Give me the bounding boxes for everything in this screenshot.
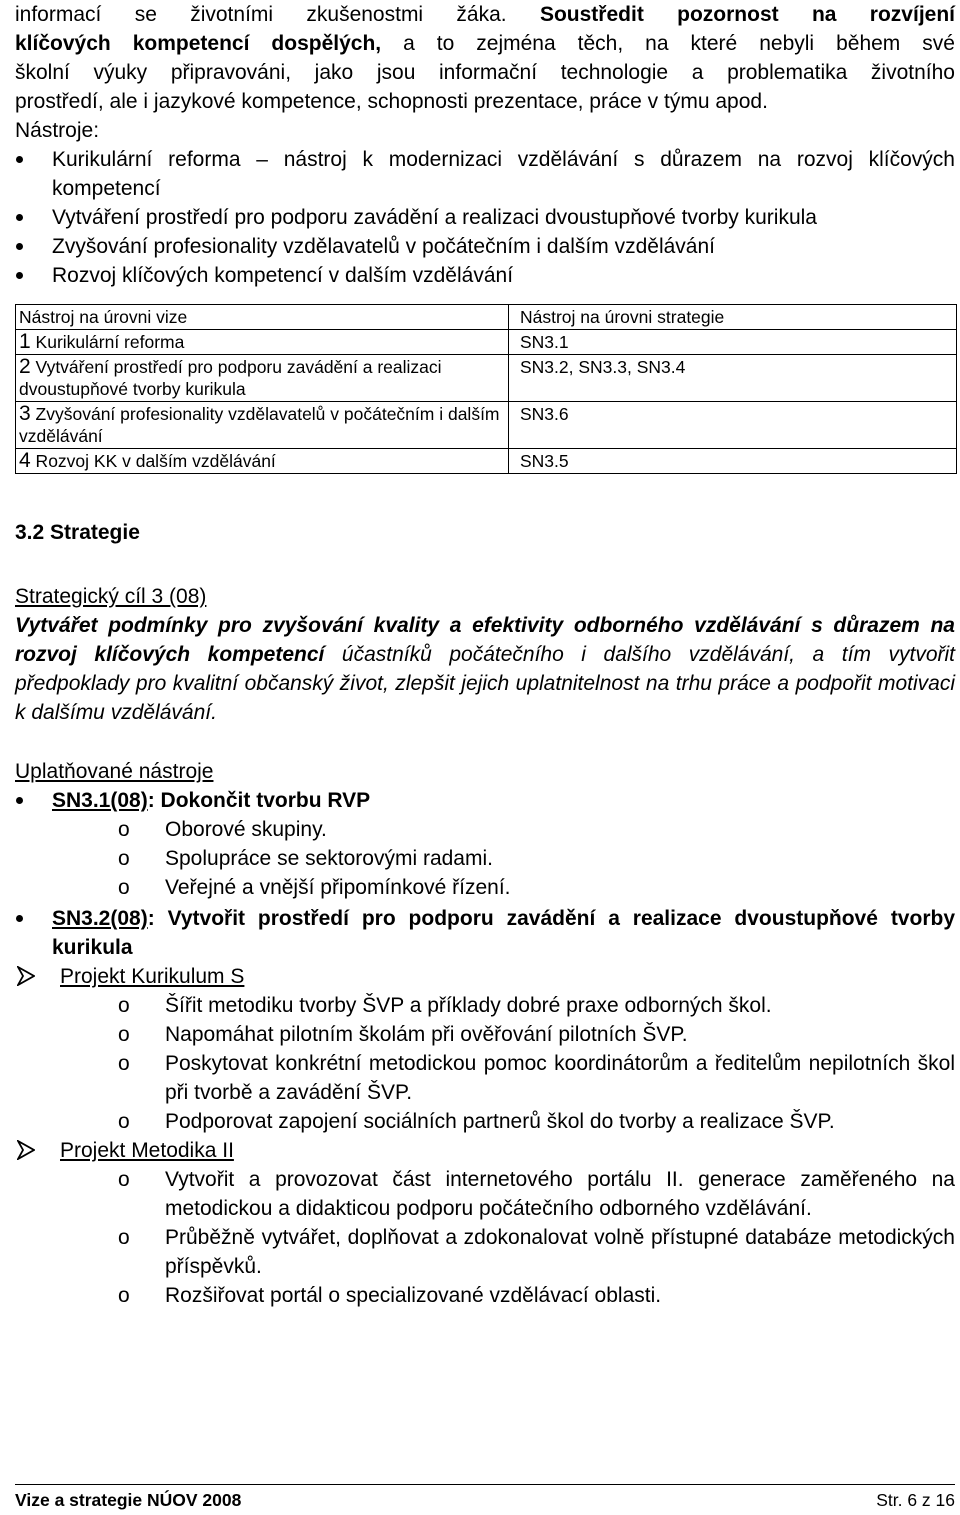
list-item bbox=[15, 1223, 955, 1281]
applied-tools-label: Uplatňované nástroje bbox=[15, 760, 214, 783]
intro-paragraph bbox=[15, 0, 955, 116]
list-item bbox=[15, 145, 955, 203]
project-kurikulum-items bbox=[15, 991, 955, 1136]
circle-marker: o bbox=[118, 1110, 130, 1133]
table-row bbox=[16, 355, 957, 402]
project-name: Projekt Metodika II bbox=[60, 1139, 234, 1162]
table-cell bbox=[16, 449, 509, 474]
table-cell: SN3.6 bbox=[509, 402, 957, 449]
list-item-text: Napomáhat pilotním školám při ověřování pilotních ŠVP. bbox=[165, 1023, 688, 1046]
arrow-bullet-icon bbox=[17, 1140, 35, 1160]
project-metodika bbox=[15, 1136, 955, 1165]
tools-table bbox=[15, 304, 957, 474]
sn-code: SN3.2(08) bbox=[52, 907, 148, 930]
page-footer bbox=[15, 1484, 955, 1511]
list-item bbox=[15, 815, 955, 844]
tools-heading: Nástroje: bbox=[15, 119, 100, 142]
tools-list bbox=[15, 145, 955, 290]
list-item bbox=[15, 261, 955, 290]
list-item-text: Oborové skupiny. bbox=[165, 818, 327, 841]
list-item bbox=[15, 1107, 955, 1136]
intro-bold-text: klíčových kompetencí dospělých, bbox=[15, 32, 382, 55]
goal-text bbox=[15, 611, 955, 727]
table-cell: SN3.2, SN3.3, SN3.4 bbox=[509, 355, 957, 402]
table-row bbox=[16, 449, 957, 474]
circle-marker: o bbox=[118, 847, 130, 870]
cell-text: Kurikulární reforma bbox=[30, 332, 185, 352]
table-cell bbox=[16, 355, 509, 402]
table-row bbox=[16, 402, 957, 449]
project-name: Projekt Kurikulum S bbox=[60, 965, 245, 988]
list-item bbox=[15, 873, 955, 902]
project-kurikulum bbox=[15, 962, 955, 991]
intro-line bbox=[15, 0, 955, 29]
circle-marker: o bbox=[118, 1226, 130, 1249]
sn31-item bbox=[15, 786, 955, 815]
page-number: Str. 6 z 16 bbox=[876, 1490, 955, 1510]
circle-marker: o bbox=[118, 876, 130, 899]
list-item-text: Zvyšování profesionality vzdělavatelů v počátečním i dalším vzdělávání bbox=[52, 235, 715, 258]
list-item bbox=[15, 844, 955, 873]
list-item-text: Podporovat zapojení sociálních partnerů škol do tvorby a realizace ŠVP. bbox=[165, 1110, 835, 1133]
intro-line: školní výuky připravováni, jako jsou informační technologie a problematika životního bbox=[15, 61, 955, 84]
circle-marker: o bbox=[118, 1284, 130, 1307]
list-item-text: Rozvoj klíčových kompetencí v dalším vzdělávání bbox=[52, 264, 514, 287]
list-item bbox=[15, 1281, 955, 1310]
list-item bbox=[15, 1049, 955, 1107]
circle-marker: o bbox=[118, 1168, 130, 1191]
table-header-cell: Nástroj na úrovni strategie bbox=[509, 305, 957, 330]
row-number: 4 bbox=[19, 449, 31, 472]
table-header-row bbox=[16, 305, 957, 330]
sn-title: : Vytvořit prostředí pro podporu zavádění a realizace dvoustupňové tvorby kurikula bbox=[52, 907, 955, 959]
list-item bbox=[15, 203, 955, 232]
sn31-subitems bbox=[15, 815, 955, 902]
goal-bold-text: Vytvářet podmínky pro zvyšování kvality a efektivity odborného vzdělávání s důrazem na rozvoj klíčových kompetencí bbox=[15, 614, 955, 666]
circle-marker: o bbox=[118, 1023, 130, 1046]
list-item bbox=[15, 1020, 955, 1049]
intro-text: a to zejména těch, na které nebyli během své bbox=[381, 32, 955, 55]
list-item bbox=[15, 1165, 955, 1223]
arrow-bullet-icon bbox=[17, 966, 35, 986]
list-item-text: Poskytovat konkrétní metodickou pomoc koordinátorům a ředitelům nepilotních škol při tvorbě a zavádění ŠVP. bbox=[165, 1052, 955, 1104]
list-item-text: Šířit metodiku tvorby ŠVP a příklady dobré praxe odborných škol. bbox=[165, 994, 772, 1017]
circle-marker: o bbox=[118, 818, 130, 841]
cell-text: Vytváření prostředí pro podporu zavádění a realizaci dvoustupňové tvorby kurikula bbox=[19, 357, 442, 399]
list-item-text: Vytvořit a provozovat část internetového portálu II. generace zaměřeného na metodickou a didakticou podporu počátečního odborného vzdělávání. bbox=[165, 1168, 955, 1220]
circle-marker: o bbox=[118, 994, 130, 1017]
table-cell: SN3.1 bbox=[509, 330, 957, 355]
cell-text: Zvyšování profesionality vzdělavatelů v počátečním i dalším vzdělávání bbox=[19, 404, 500, 446]
list-item-text: Vytváření prostředí pro podporu zavádění a realizaci dvoustupňové tvorby kurikula bbox=[52, 206, 817, 229]
list-item-text: Průběžně vytvářet, doplňovat a zdokonalovat volně přístupné databáze metodických příspěvků. bbox=[165, 1226, 955, 1278]
list-item-text: Veřejné a vnější připomínkové řízení. bbox=[165, 876, 511, 899]
document-page bbox=[15, 0, 955, 1310]
row-number: 1 bbox=[19, 330, 31, 353]
list-item bbox=[15, 232, 955, 261]
cell-text: Rozvoj KK v dalším vzdělávání bbox=[30, 451, 276, 471]
intro-line bbox=[15, 29, 955, 58]
table-row bbox=[16, 330, 957, 355]
sn-code: SN3.1(08) bbox=[52, 789, 148, 812]
project-metodika-items bbox=[15, 1165, 955, 1310]
list-item-text: Rozšiřovat portál o specializované vzdělávací oblasti. bbox=[165, 1284, 662, 1307]
sn32-item bbox=[15, 904, 955, 962]
row-number: 3 bbox=[19, 402, 31, 425]
footer-title: Vize a strategie NÚOV 2008 bbox=[15, 1490, 242, 1510]
table-cell: SN3.5 bbox=[509, 449, 957, 474]
table-header-cell: Nástroj na úrovni vize bbox=[16, 305, 509, 330]
intro-bold-text: Soustředit pozornost na rozvíjení bbox=[539, 3, 955, 26]
table-cell bbox=[16, 330, 509, 355]
goal-label: Strategický cíl 3 (08) bbox=[15, 585, 207, 608]
goal-italic-text: účastníků počátečního i dalšího vzdělávání, a tím vytvořit předpoklady pro kvalitní občanský život, zlepšit jejich uplatnitelnost na trhu práce a podpořit motivaci k dalšímu vzdělávání. bbox=[15, 643, 955, 724]
table-cell bbox=[16, 402, 509, 449]
intro-text: informací se životními zkušenostmi žáka. bbox=[15, 3, 540, 26]
row-number: 2 bbox=[19, 355, 31, 378]
intro-line: prostředí, ale i jazykové kompetence, schopnosti prezentace, práce v týmu apod. bbox=[15, 90, 768, 113]
sn-title: : Dokončit tvorbu RVP bbox=[147, 789, 371, 812]
circle-marker: o bbox=[118, 1052, 130, 1075]
list-item-text: Spolupráce se sektorovými radami. bbox=[165, 847, 493, 870]
list-item-text: Kurikulární reforma – nástroj k modernizaci vzdělávání s důrazem na rozvoj klíčových kompetencí bbox=[52, 148, 955, 200]
list-item bbox=[15, 991, 955, 1020]
section-title: 3.2 Strategie bbox=[15, 521, 140, 544]
